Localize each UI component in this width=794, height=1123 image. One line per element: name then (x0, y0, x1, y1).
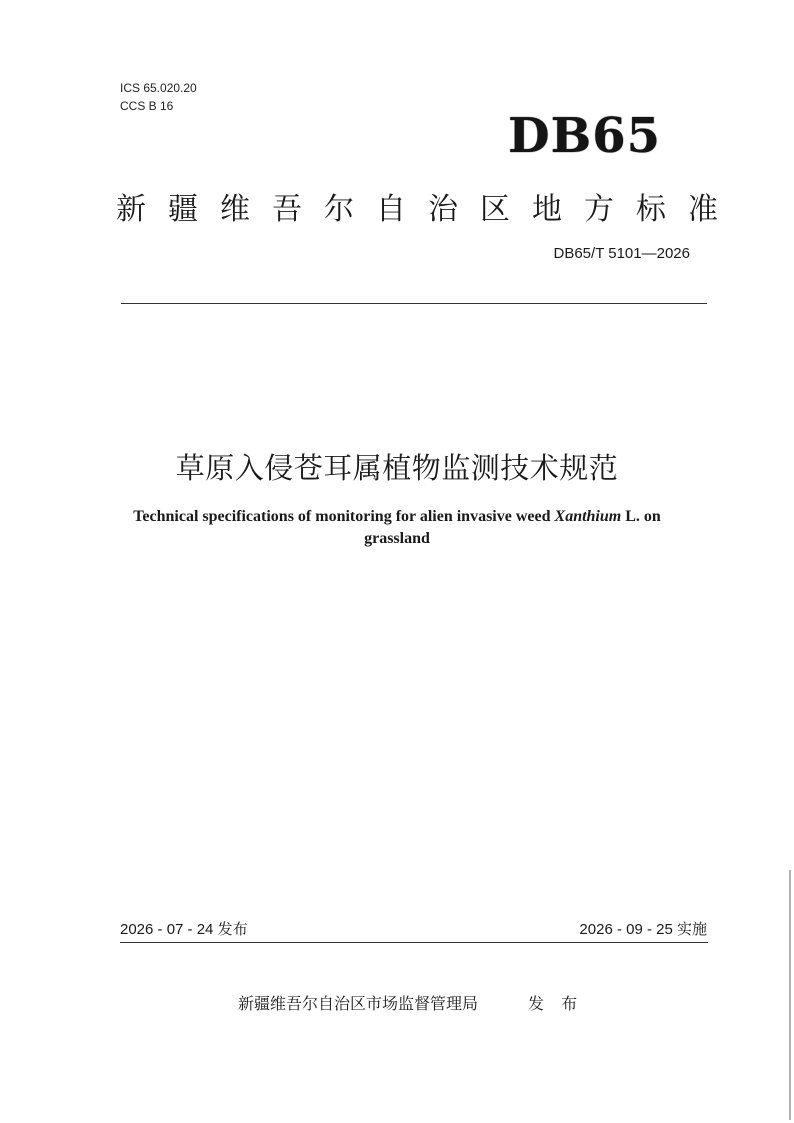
footer-divider (120, 942, 708, 943)
header-divider (121, 303, 707, 304)
english-title (0, 506, 794, 550)
scan-edge-mark (789, 870, 791, 1120)
implement-date: 2026 - 09 - 25 实施 (579, 921, 707, 938)
english-title-line2: grassland (364, 530, 430, 547)
ccs-code: CCS B 16 (120, 99, 174, 113)
issue-label: 发 布 (528, 994, 584, 1013)
standard-type-title: 新疆维吾尔自治区地方标准 (116, 192, 740, 227)
standard-number: DB65/T 5101—2026 (553, 245, 690, 262)
ics-code: ICS 65.020.20 (120, 81, 197, 95)
chinese-title: 草原入侵苍耳属植物监测技术规范 (175, 451, 619, 485)
english-title-line1: Technical specifications of monitoring for alien invasive weed Xanthium L. on (133, 508, 661, 525)
issuing-authority: 新疆维吾尔自治区市场监督管理局 (238, 994, 479, 1013)
publish-date: 2026 - 07 - 24 发布 (120, 921, 248, 938)
db65-logo: DB65 (508, 108, 661, 164)
